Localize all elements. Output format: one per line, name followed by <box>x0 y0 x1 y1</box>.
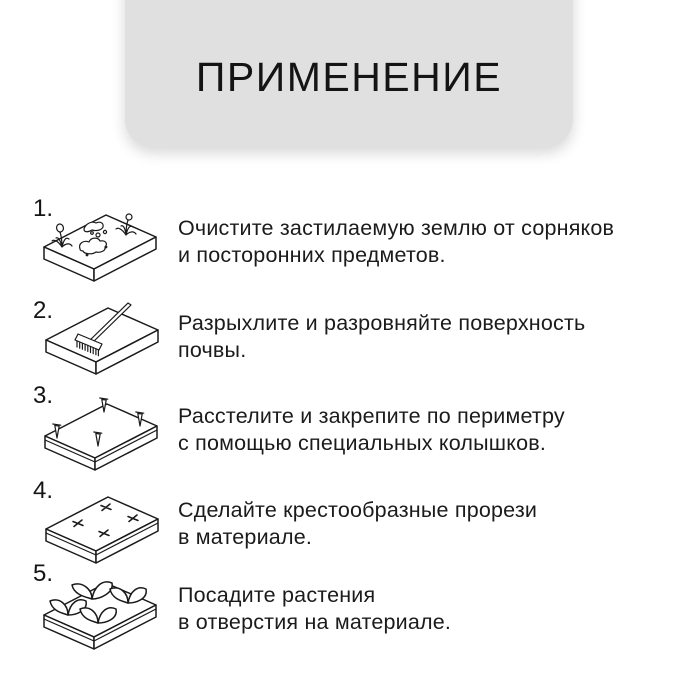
step-number: 5. <box>33 560 54 587</box>
step-number: 2. <box>33 297 54 324</box>
cross-cuts-icon <box>42 489 162 567</box>
planted-seedlings-icon <box>40 571 160 651</box>
step-text <box>178 497 537 551</box>
step-text-line: Сделайте крестообразные прорези <box>178 498 538 522</box>
step-text-line: Очистите застилаемую землю от сорняков <box>178 216 615 240</box>
step-number: 1. <box>33 195 54 222</box>
step-number: 3. <box>33 382 54 409</box>
bed-with-weeds-icon <box>40 207 160 285</box>
rake-loosening-icon <box>42 300 162 378</box>
step-text-line: и посторонних предметов. <box>178 243 446 267</box>
step-text-line: почвы. <box>178 338 247 362</box>
step-row-3 <box>0 382 700 482</box>
step-row-1 <box>0 195 700 295</box>
step-text <box>178 215 614 269</box>
step-text-line: Посадите растения <box>178 583 376 607</box>
title-banner <box>125 0 573 147</box>
step-text-line: Разрыхлите и разровняйте поверхность <box>178 311 586 335</box>
fabric-pegs-icon <box>40 394 162 474</box>
step-text <box>178 582 451 636</box>
step-text <box>178 310 585 364</box>
step-text-line: в отверстия на материале. <box>178 610 452 634</box>
step-row-5 <box>0 560 700 660</box>
step-text-line: в материале. <box>178 525 313 549</box>
step-text-line: с помощью специальных колышков. <box>178 431 547 455</box>
page-title: ПРИМЕНЕНИЕ <box>195 54 503 100</box>
step-number: 4. <box>33 477 54 504</box>
step-text <box>178 403 565 457</box>
step-text-line: Расстелите и закрепите по периметру <box>178 404 565 428</box>
